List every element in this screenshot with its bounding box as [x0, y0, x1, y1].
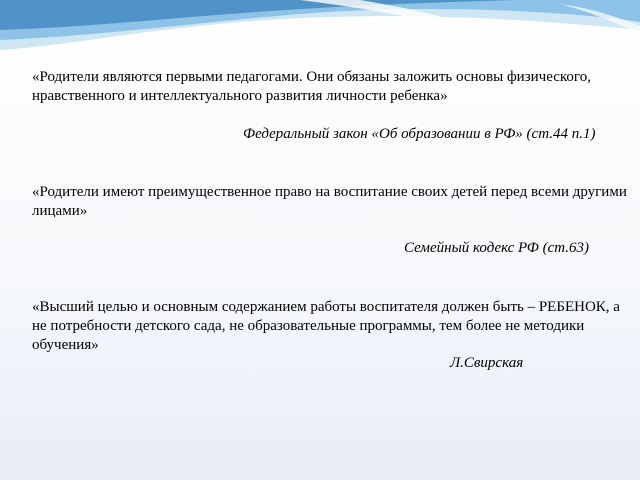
quote-parents-educators: «Родители являются первыми педагогами. Они обязаны заложить основы физического, нравственного и интеллектуального развития личности ребенка» [32, 69, 591, 104]
quote-child-priority: «Высший целью и основным содержанием работы воспитателя должен быть – РЕБЕНОК, а не потребности детского сада, не образовательные программы, тем более не методики обучения» [32, 299, 620, 353]
quote-parents-right: «Родители имеют преимущественное право на воспитание своих детей перед всеми другими лицами» [32, 184, 627, 219]
source-svirskaya: Л.Свирская [450, 355, 524, 371]
source-education-law: Федеральный закон «Об образовании в РФ» (ст.44 п.1) [243, 126, 596, 142]
header-wave-decoration [0, 0, 640, 60]
source-family-code: Семейный кодекс РФ (ст.63) [404, 240, 589, 256]
